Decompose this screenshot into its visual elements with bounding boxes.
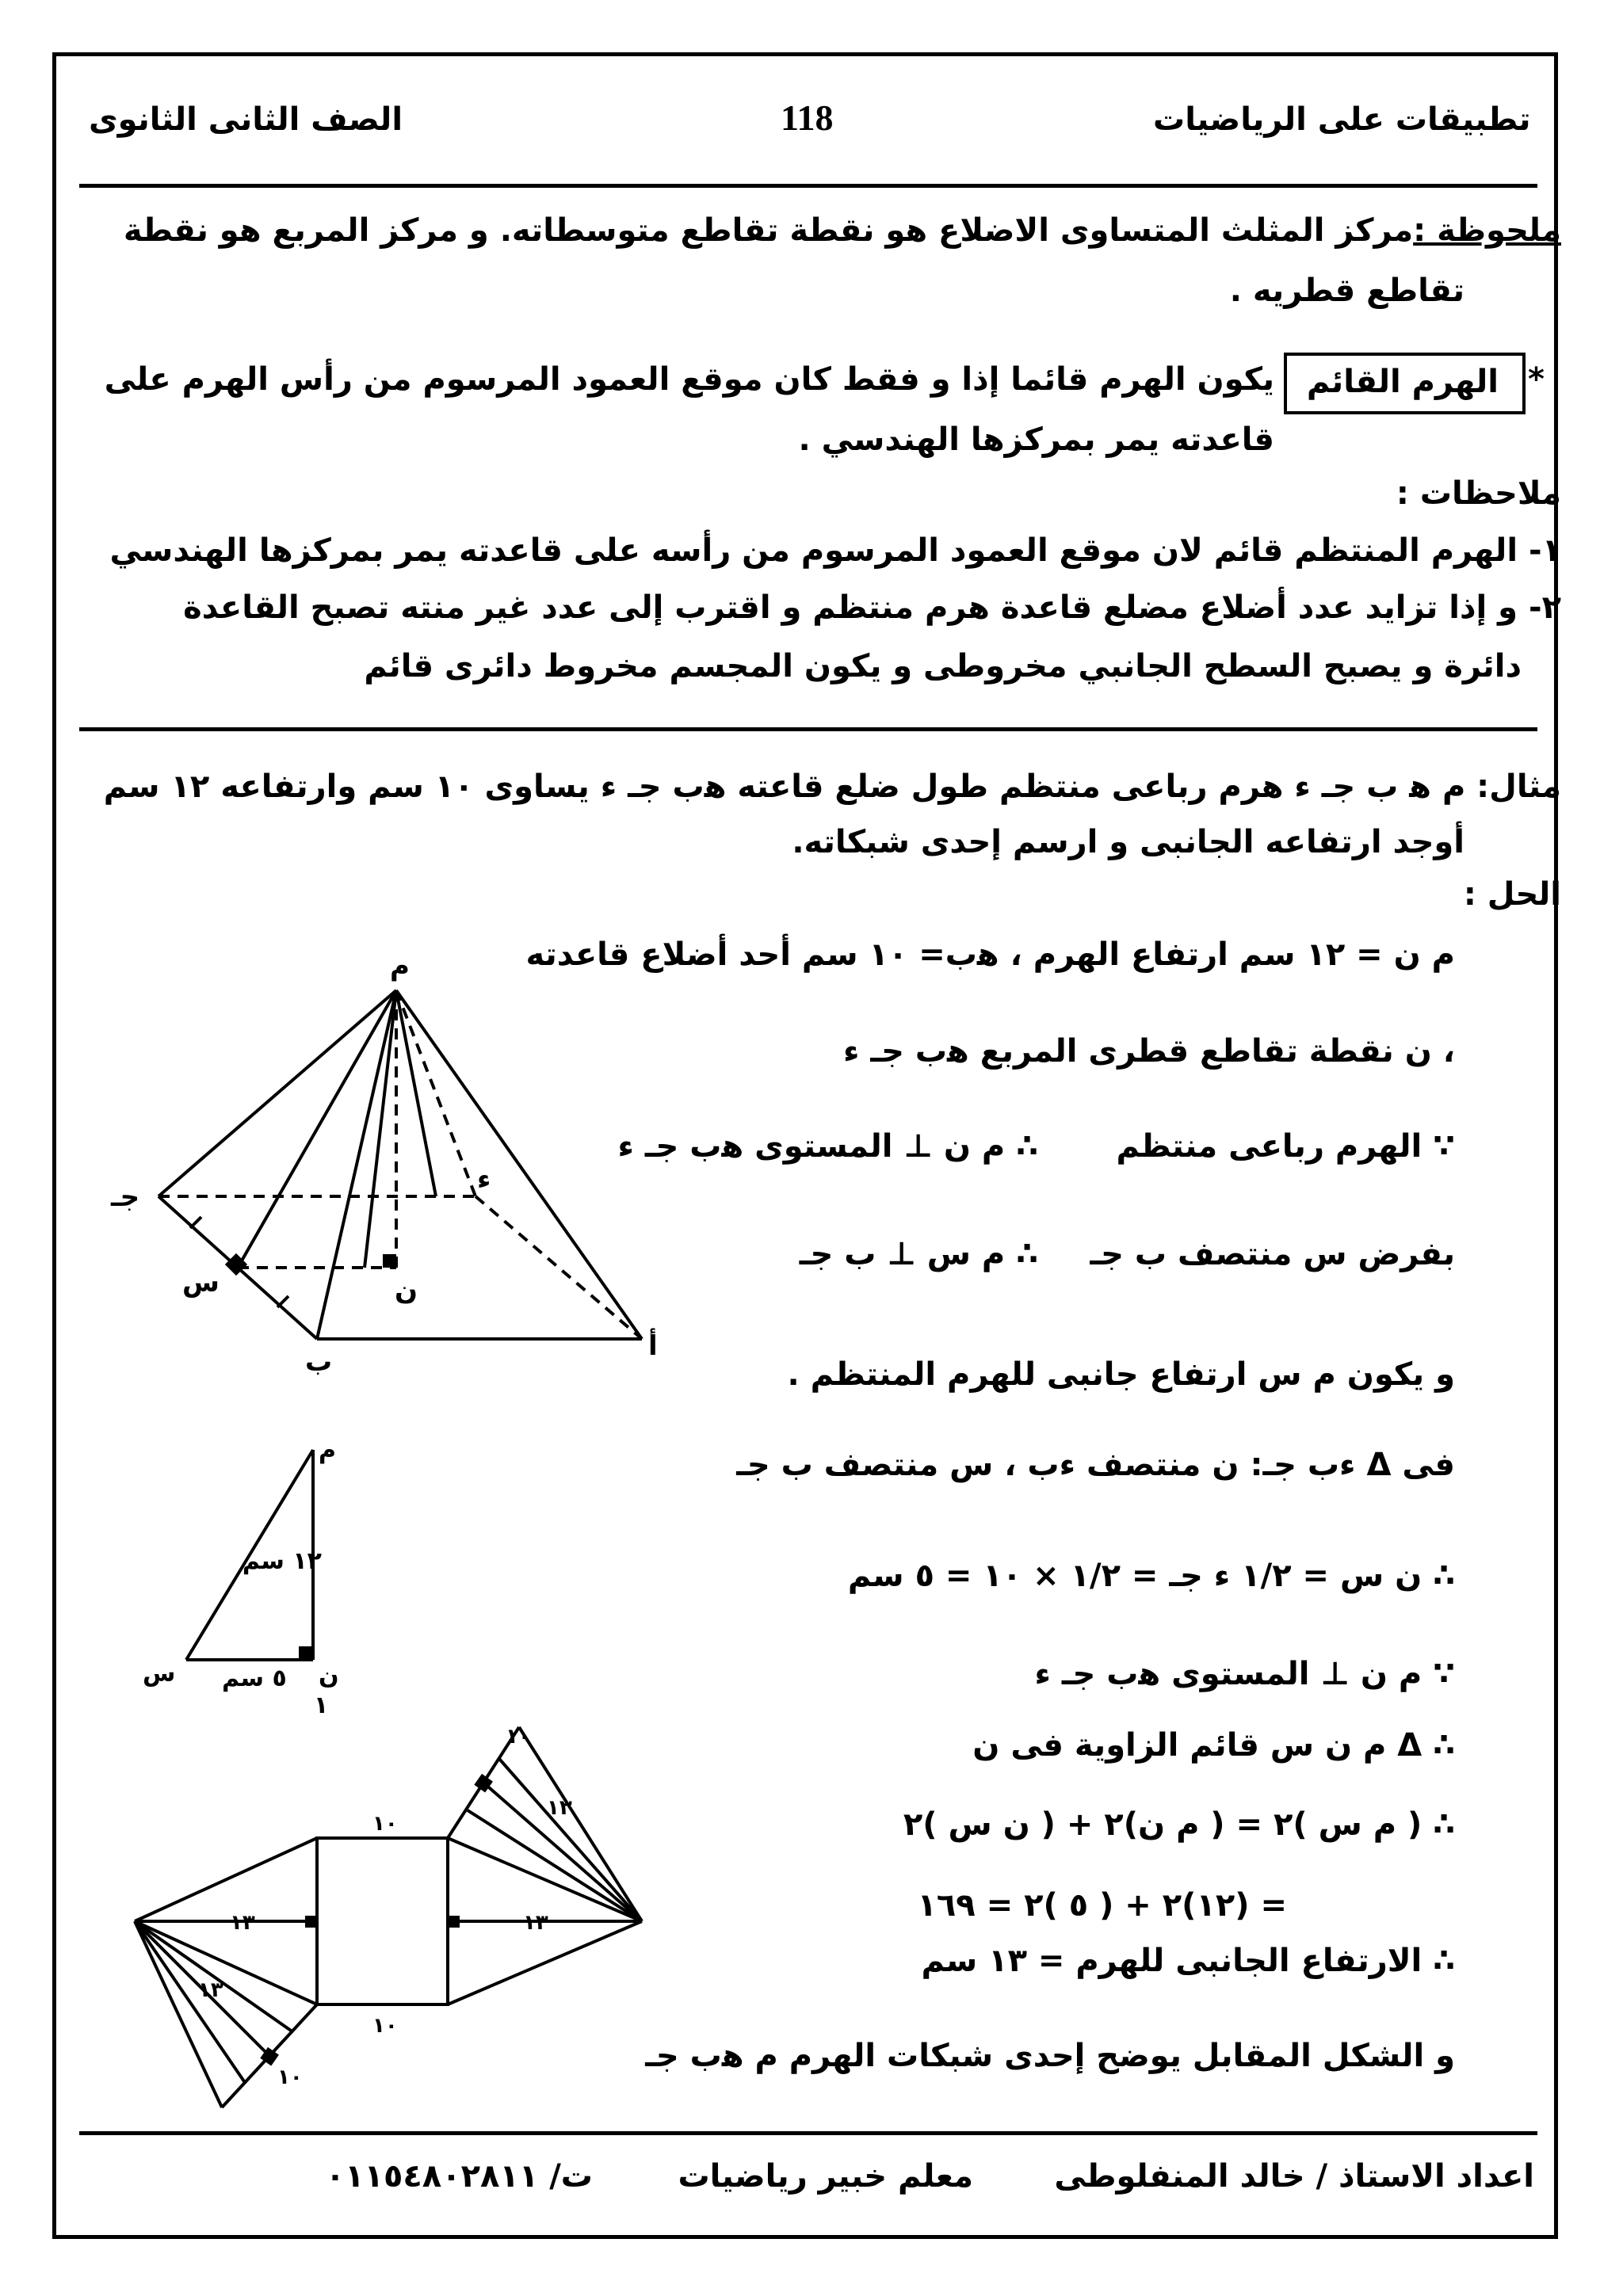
remark-1: ١- الهرم المنتظم قائم لان موقع العمود المرسوم من رأسه على قاعدته يمر بمركزها الهندسي: [109, 532, 1561, 569]
triangle-label-top: م: [319, 1436, 336, 1464]
triangle-label-base: ٥ سم: [222, 1665, 287, 1692]
note-line-2: تقاطع قطريه .: [1229, 273, 1465, 309]
header-subject: تطبيقات على الرياضيات: [1153, 101, 1531, 138]
edge-mb: [317, 990, 396, 1339]
label-vertex-a: أ: [648, 1330, 658, 1362]
triangle-label-left: س: [143, 1660, 176, 1688]
footer-divider: [79, 2131, 1537, 2135]
label-vertex-d: ء: [477, 1164, 491, 1196]
apex-line-2: [396, 990, 436, 1196]
net-label-right: ١٣: [523, 1911, 548, 1935]
solution-step-6: فى Δ ءب جـ: ن منتصف ءب ، س منتصف ب جـ: [736, 1447, 1455, 1483]
net-tick-upper: ١٠: [506, 1725, 531, 1749]
footer-author: اعداد الاستاذ / خالد المنفلوطى: [1054, 2158, 1534, 2195]
triangle-right-angle: [299, 1646, 312, 1660]
solution-step-4a: بفرض س منتصف ب جـ: [1090, 1236, 1455, 1272]
solution-step-9: ∴ Δ م ن س قائم الزاوية فى ن: [972, 1727, 1455, 1764]
solution-step-8: ∵ م ن ⊥ المستوى ﻫب جـ ء: [1034, 1656, 1455, 1692]
remark-2-line-1: ٢- و إذا تزايد عدد أضلاع مضلع قاعدة هرم منتظم و اقترب إلى عدد غير منته تصبح القاعدة: [183, 589, 1561, 626]
pyramid-net-figure: [119, 1711, 658, 2123]
triangle-label-foot: ن: [319, 1662, 339, 1690]
net-square-base: [317, 1838, 448, 2004]
solution-step-3b: ∴ م ن ⊥ المستوى ﻫب جـ ء: [617, 1128, 1038, 1165]
solution-step-4b: ∴ م س ⊥ ب جـ: [799, 1236, 1038, 1272]
label-vertex-c: جـ: [111, 1181, 140, 1213]
page-number: 118: [781, 97, 834, 138]
edge-md: [396, 990, 475, 1196]
tick-cb-2: [277, 1296, 288, 1307]
net-fan-1: [499, 1759, 642, 1921]
header-divider: [79, 184, 1537, 188]
header-grade: الصف الثانى الثانوى: [89, 101, 403, 138]
example-line-1: مثال: م ﻫ ب جـ ء هرم رباعى منتظم طول ضلع قاعته ﻫب جـ ء يساوى ١٠ سم وارتفاعه ١٢ سم: [103, 769, 1561, 805]
slant-height-ms: [238, 990, 396, 1268]
solution-step-2: ، ن نقطة تقاطع قطرى المربع ﻫب جـ ء: [843, 1033, 1455, 1070]
solution-step-12: ∴ الارتفاع الجانبى للهرم = ١٣ سم: [921, 1943, 1455, 1979]
note-text-1: مركز المثلث المتساوى الاضلاع هو نقطة تقاطع متوسطاته. و مركز المربع هو نقطة: [123, 212, 1414, 249]
solution-step-11: = (١٢)٢ + ( ٥ )٢ = ١٦٩: [917, 1887, 1287, 1924]
right-angle-n: [383, 1254, 396, 1268]
base-edge-da: [475, 1196, 642, 1339]
triangle-label-below: ١: [314, 1691, 329, 1719]
solution-step-3a: ∵ الهرم رباعى منتظم: [1116, 1128, 1455, 1165]
net-upper-edge: [519, 1727, 642, 1921]
definition-line-1: يكون الهرم قائما إذا و فقط كان موقع العمود المرسوم من رأس الهرم على: [104, 361, 1274, 398]
net-left-edge-top: [135, 1838, 317, 1921]
net-label-left: ١٣: [230, 1911, 255, 1935]
remark-2-line-2: دائرة و يصبح السطح الجانبي مخروطى و يكون المجسم مخروط دائرى قائم: [364, 648, 1522, 685]
net-right-right-angle: [448, 1916, 460, 1928]
triangle-label-height: ١٢ سم: [242, 1547, 322, 1575]
net-fan-2: [468, 1810, 642, 1921]
solution-step-1: م ن = ١٢ سم ارتفاع الهرم ، ﻫب= ١٠ سم أحد أضلاع قاعدته: [525, 936, 1455, 973]
apex-line-1: [365, 990, 396, 1268]
right-triangle-figure: [135, 1434, 420, 1719]
edge-ma: [396, 990, 642, 1339]
net-lower-edge: [135, 1921, 222, 2107]
footer-title: معلم خبير رياضيات: [678, 2158, 973, 2195]
label-foot-n: ن: [395, 1275, 418, 1306]
net-tick-lower: ١٠: [277, 2065, 303, 2089]
label-vertex-b: ب: [305, 1346, 333, 1378]
tick-cb-1: [190, 1217, 201, 1228]
net-left-right-angle: [305, 1916, 317, 1928]
net-fan-4: [135, 1921, 293, 2032]
definition-line-2: قاعدته يمر بمركزها الهندسي .: [798, 421, 1274, 458]
label-mid-s: س: [182, 1267, 220, 1299]
example-line-2: أوجد ارتفاعه الجانبى و ارسم إحدى شبكاته.: [792, 824, 1465, 860]
remarks-title: ملاحظات :: [1396, 475, 1561, 512]
solution-step-13: و الشكل المقابل يوضح إحدى شبكات الهرم م ﻫب جـ: [645, 2038, 1455, 2074]
note-label: ملحوظة :: [1413, 212, 1561, 249]
net-label-upper: ١٣: [547, 1796, 572, 1820]
net-label-bottom: ١٠: [372, 2014, 398, 2038]
solution-step-10: ∴ ( م س )٢ = ( م ن)٢ + ( ن س )٢: [903, 1806, 1455, 1843]
label-apex: م: [390, 950, 410, 982]
definition-term: الهرم القائم: [1306, 364, 1499, 400]
solution-step-5: و يكون م س ارتفاع جانبى للهرم المنتظم .: [787, 1356, 1455, 1393]
note-line-1: [124, 212, 1561, 249]
net-label-top: ١٠: [372, 1812, 398, 1836]
solution-label: الحل :: [1463, 876, 1561, 913]
solution-step-7: ∴ ن س = ١/٢ ء جـ = ١/٢ × ١٠ = ٥ سم: [847, 1558, 1455, 1594]
edge-mc: [158, 990, 396, 1196]
section-divider: [79, 727, 1537, 731]
definition-term-box: [1284, 353, 1526, 414]
footer-phone: ت/ ٠١١٥٤٨٠٢٨١١: [325, 2158, 593, 2195]
definition-star: *: [1528, 361, 1545, 398]
net-right-edge-top: [448, 1838, 642, 1921]
pyramid-figure: [103, 935, 689, 1379]
net-label-lower: ١٣: [198, 1978, 223, 2002]
